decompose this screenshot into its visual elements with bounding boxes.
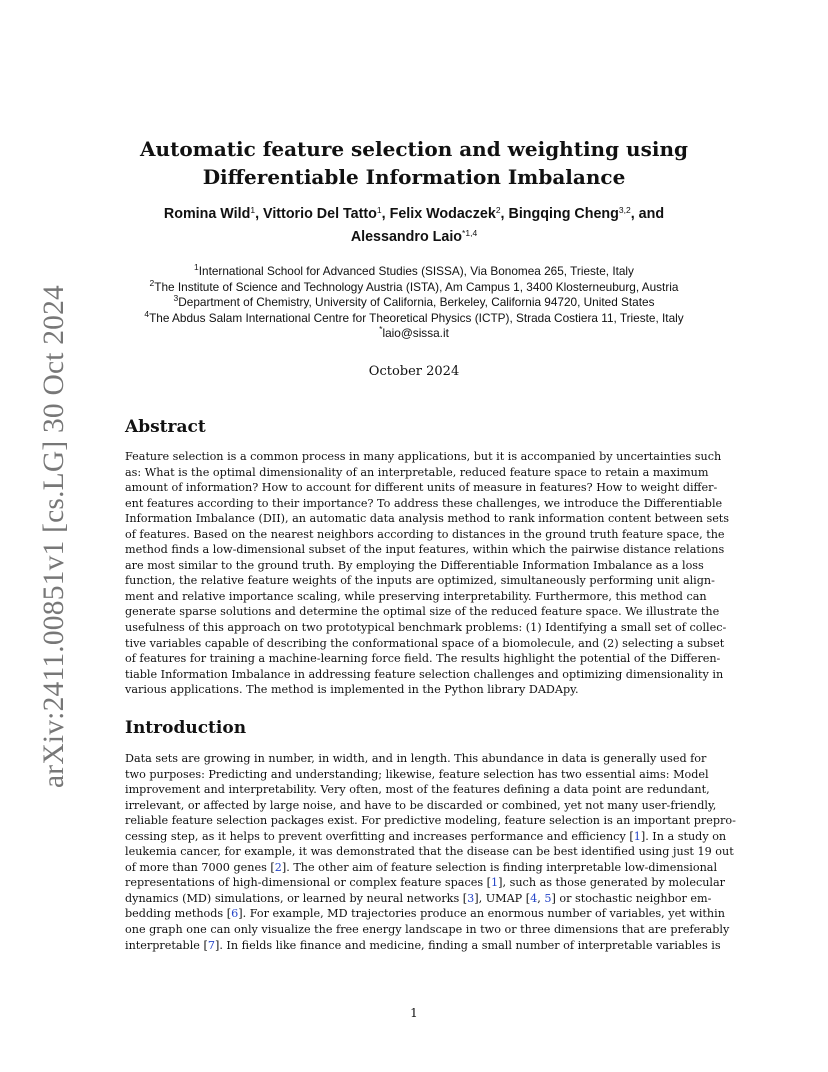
citation-link[interactable]: 1: [491, 876, 499, 890]
author-affil-mark: 2: [495, 205, 501, 215]
citation-link[interactable]: 7: [207, 938, 215, 952]
intro-line: reliable feature selection packages exist. For predictive modeling, feature selection is an important prepro-: [125, 814, 736, 828]
abstract-line: generate sparse solutions and determine the optimal size of the reduced feature space. We illustrate the: [125, 605, 720, 619]
intro-line: of more than 7000 genes [2]. The other aim of feature selection is finding interpretable low-dimensional: [125, 860, 718, 874]
abstract-line: Feature selection is a common process in many applications, but it is accompanied by uncertainties such: [125, 450, 722, 463]
intro-line: bedding methods [6]. For example, MD trajectories produce an enormous number of variables, yet within: [125, 907, 725, 921]
abstract-line: tive variables capable of describing the conformational space of a biomolecule, and (2) selecting a subset: [125, 636, 725, 650]
intro-line: irrelevant, or affected by large noise, and have to be discarded or combined, yet not many user-friendly,: [125, 798, 717, 812]
abstract-line: Information Imbalance (DII), an automatic data analysis method to rank information content between sets: [125, 512, 730, 526]
intro-line: two purposes: Predicting and understanding; likewise, feature selection has two essential aims: Model: [125, 767, 709, 781]
author-affil-mark: 1: [250, 205, 256, 215]
author-name: Felix Wodaczek: [389, 206, 496, 222]
intro-line: cessing step, as it helps to prevent overfitting and increases performance and efficiency [1]. In a study on: [125, 829, 727, 843]
citation-link[interactable]: 6: [231, 907, 239, 921]
intro-line: dynamics (MD) simulations, or learned by neural networks [3], UMAP [4, 5] or stochastic neighbor em-: [125, 891, 712, 905]
intro-line: leukemia cancer, for example, it was demonstrated that the disease can be best identified using just 19 out: [125, 845, 734, 859]
intro-line: Data sets are growing in number, in width, and in length. This abundance in data is generally used for: [125, 752, 707, 765]
abstract-line: of features for training a machine-learning force field. The results highlight the potential of the Differen-: [125, 652, 721, 666]
affiliation-line: $^1$International School for Advanced Studies (SISSA), Via Bonomea 265, Trieste, Italy: [194, 262, 634, 278]
abstract-line: function, the relative feature weights of the inputs are optimized, simultaneously performing unit align-: [125, 574, 715, 588]
abstract-body: [125, 449, 730, 698]
abstract-line: amount of information? How to account for different units of measure in features? How to weight differ-: [125, 481, 718, 495]
paper-title: [0, 135, 828, 191]
intro-line: interpretable [7]. In fields like finance and medicine, finding a small number of interpretable variables is: [125, 938, 721, 952]
intro-line: one graph one can only visualize the free energy landscape in two or three dimensions that are preferably: [125, 923, 730, 937]
author-name: Vittorio Del Tatto: [263, 206, 377, 222]
title-line-2: Differentiable Information Imbalance: [202, 165, 626, 189]
page-number: 1: [410, 1006, 418, 1020]
abstract-heading: Abstract: [125, 417, 206, 437]
intro-line: representations of high-dimensional or complex feature spaces [1], such as those generated by molecular: [125, 876, 726, 890]
abstract-line: usefulness of this approach on two prototypical benchmark problems: (1) Identifying a small set of collec-: [125, 621, 727, 635]
citation-link[interactable]: 1: [633, 829, 641, 843]
abstract-line: method finds a low-dimensional subset of the input features, within which the pairwise distance relations: [125, 543, 725, 557]
author-affil-mark: *1,4: [462, 228, 478, 238]
affiliation-list: [0, 264, 828, 342]
contact-email: *laio@sissa.it: [379, 324, 449, 341]
abstract-line: ent features according to their importance? To address these challenges, we introduce the Differentiable: [125, 496, 723, 510]
affiliation-line: $^4$The Abdus Salam International Centre for Theoretical Physics (ICTP), Strada Costiera 11, Trieste, Italy: [144, 308, 684, 325]
author-affil-mark: 1: [376, 205, 382, 215]
title-line-1: Automatic feature selection and weighting using: [140, 137, 688, 161]
author-conjunction: , and: [630, 206, 665, 222]
abstract-line: of features. Based on the nearest neighbors according to distances in the ground truth feature space, the: [125, 527, 725, 541]
arxiv-stamp: arXiv:2411.00851v1 [cs.LG] 30 Oct 2024: [38, 284, 70, 788]
abstract-line: ment and relative importance scaling, while preserving interpretability. Furthermore, this method can: [125, 589, 707, 603]
publication-date: October 2024: [368, 364, 460, 379]
citation-link[interactable]: 4: [530, 891, 538, 905]
introduction-heading: Introduction: [125, 718, 247, 738]
abstract-line: tiable Information Imbalance in addressing feature selection challenges and optimizing dimensionality in: [125, 667, 724, 681]
affiliation-line: $^2$The Institute of Science and Technology Austria (ISTA), Am Campus 1, 3400 Klosterneuburg, Austria: [149, 277, 679, 294]
author-name: Romina Wild: [163, 206, 251, 222]
abstract-line: as: What is the optimal dimensionality of an interpretable, reduced feature space to retain a maximum: [125, 465, 709, 479]
introduction-body: [125, 751, 736, 953]
intro-line: improvement and interpretability. Very often, most of the features defining a data point are redundant,: [125, 783, 710, 797]
author-affil-mark: 3,2: [618, 205, 631, 215]
author-name: Bingqing Cheng: [508, 206, 619, 222]
citation-link[interactable]: 5: [544, 891, 552, 905]
author-name: Alessandro Laio: [350, 229, 463, 245]
citation-link[interactable]: 2: [274, 860, 282, 874]
abstract-line: are most similar to the ground truth. By employing the Differentiable Information Imbalance as a loss: [125, 558, 704, 572]
abstract-line: various applications. The method is implemented in the Python library DADApy.: [125, 683, 579, 697]
affiliation-line: $^3$Department of Chemistry, University of California, Berkeley, California 94720, United States: [173, 293, 655, 310]
citation-link[interactable]: 3: [467, 891, 475, 905]
author-list: Romina Wild$^1$, Vittorio Del Tatto$^1$, Felix Wodaczek$^2$, Bingqing Cheng$^{3,2}$, and Alessandro Laio$^{*1,4}$: [163, 205, 665, 245]
